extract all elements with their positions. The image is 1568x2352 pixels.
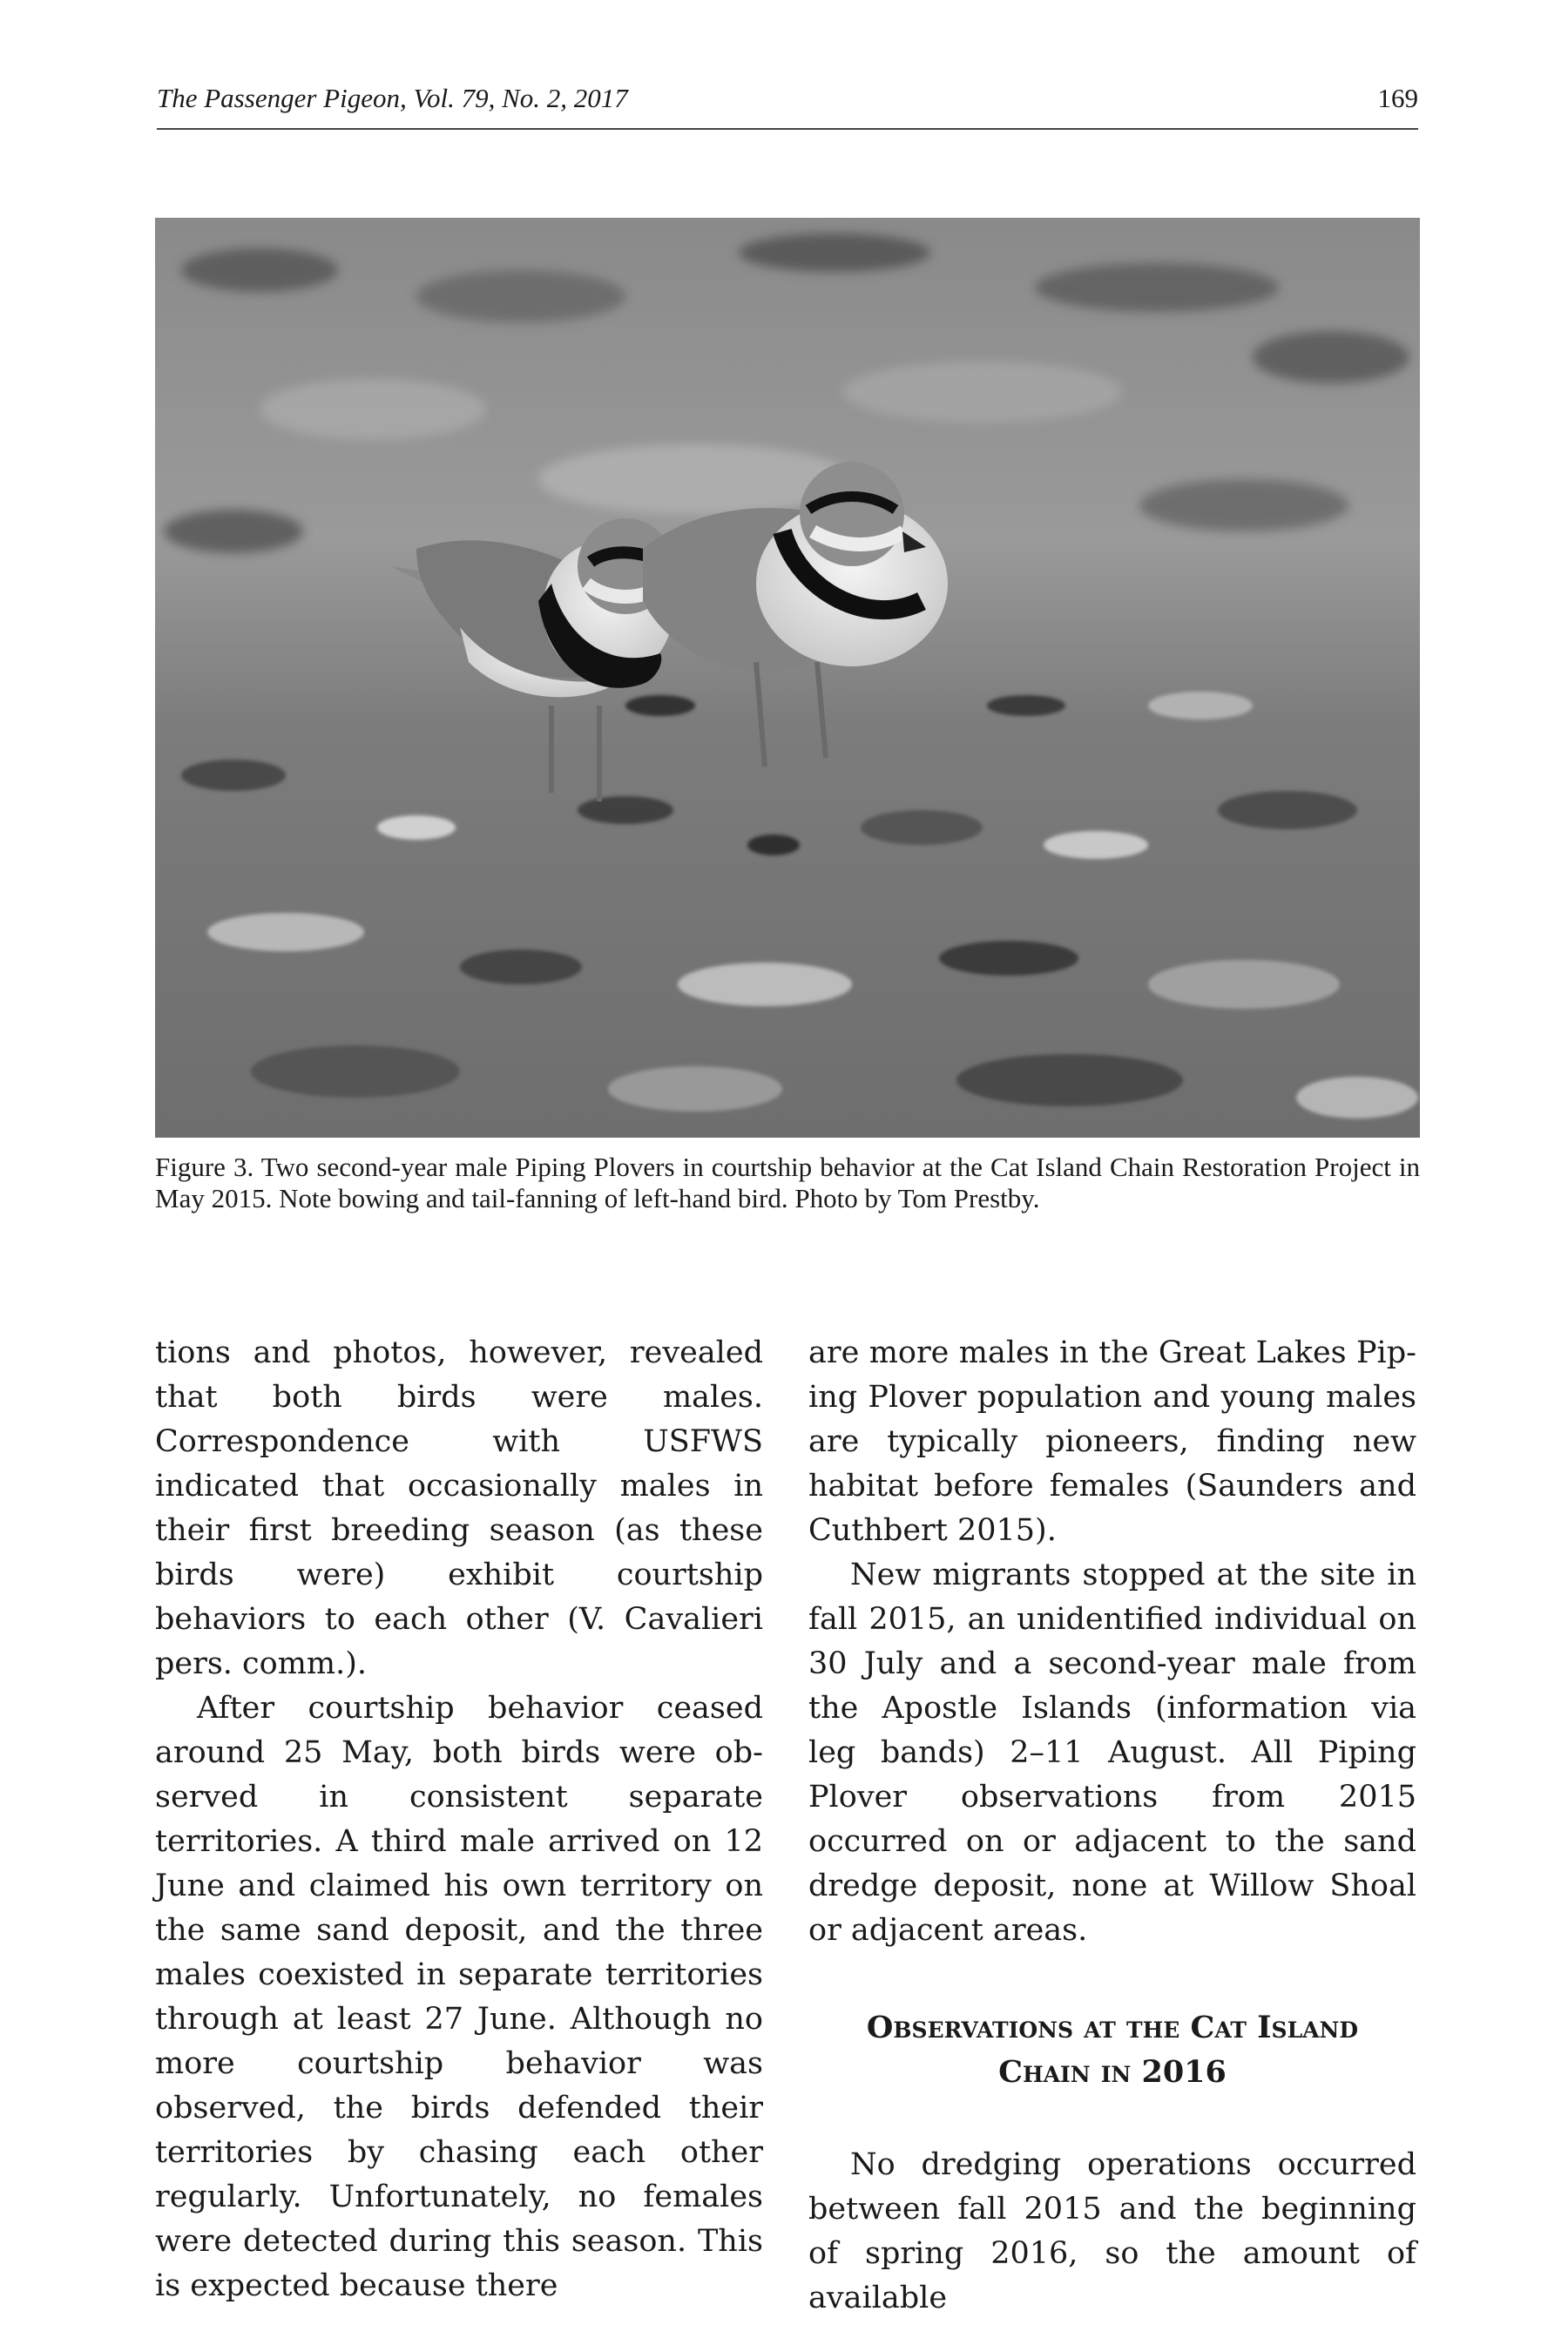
section-heading-line: Observations at the Cat Island: [866, 2010, 1359, 2045]
section-heading-line: Chain in 2016: [998, 2054, 1227, 2090]
page-number: 169: [1377, 83, 1418, 113]
paragraph: tions and photos, however, revealed that both birds were males. Correspondence with USFWS indicated that occasionally males in their first breeding season (as these birds were) exhibit courtship behaviors to each other (V. Cavalieri pers. comm.).: [155, 1335, 763, 1681]
figure-caption: Figure 3. Two second-year male Piping Plovers in courtship behavior at the Cat Island Chain Restoration Project in May 2015. Note bowing and tail-fanning of left-hand bird. Photo by Tom Prestby.: [155, 1152, 1420, 1213]
paragraph: are more males in the Great Lakes Piping Plover population and young males are typically pioneers, finding new habitat before females (Saunders and Cuthbert 2015).: [808, 1335, 1416, 1548]
plovers-photo: [155, 218, 1420, 1138]
left-column: [155, 1331, 763, 2308]
right-column: [808, 1331, 1416, 2321]
figure-photo: [155, 218, 1420, 1138]
section-heading: [808, 2005, 1416, 2094]
journal-citation: The Passenger Pigeon, Vol. 79, No. 2, 2017: [157, 83, 628, 113]
paragraph: No dredging operations occurred between fall 2015 and the beginning of spring 2016, so the amount of available: [808, 2147, 1416, 2315]
running-head: [157, 83, 1418, 130]
paragraph: New migrants stopped at the site in fall 2015, an unidentified individual on 30 July and a second-year male from the Apostle Islands (information via leg bands) 2–11 August. All Piping Plover observations from 2015 occurred on or adjacent to the sand dredge deposit, none at Willow Shoal or adjacent areas.: [808, 1558, 1416, 1948]
paragraph: After courtship behavior ceased around 25 May, both birds were observed in consistent separate territories. A third male arrived on 12 June and claimed his own territory on the same sand deposit, and the three males coexisted in separate territories through at least 27 June. Although no more courtship behavior was observed, the birds defended their territories by chasing each other regularly. Unfortunately, no females were detected during this season. This is expected because there: [155, 1691, 763, 2303]
